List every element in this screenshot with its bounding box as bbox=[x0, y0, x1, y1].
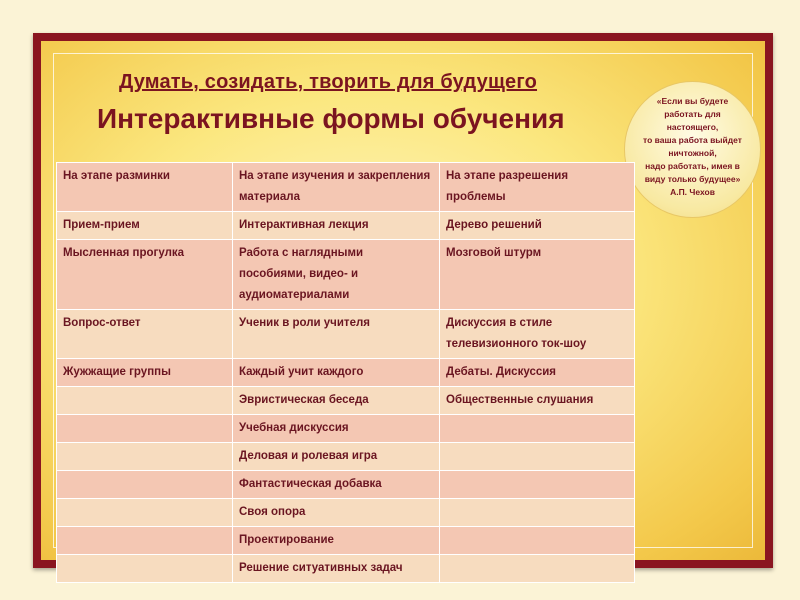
table-row bbox=[57, 310, 635, 359]
table-row bbox=[57, 555, 635, 583]
table-cell: Учебная дискуссия bbox=[233, 415, 440, 443]
table-cell bbox=[57, 527, 233, 555]
table-cell bbox=[57, 471, 233, 499]
quote-line: работать для bbox=[664, 108, 721, 119]
slide-panel bbox=[41, 41, 765, 574]
slide-subtitle: Думать, созидать, творить для будущего bbox=[119, 71, 538, 93]
table-cell: Дебаты. Дискуссия bbox=[440, 359, 635, 387]
table-cell bbox=[57, 387, 233, 415]
table-row bbox=[57, 387, 635, 415]
table-row bbox=[57, 443, 635, 471]
table-cell: Вопрос-ответ bbox=[57, 310, 233, 359]
quote-line: то ваша работа выйдет bbox=[643, 134, 742, 145]
table-cell bbox=[440, 527, 635, 555]
table-cell: Работа с наглядными пособиями, видео- и аудиоматериалами bbox=[233, 240, 440, 310]
quote-line: виду только будущее» bbox=[644, 173, 741, 184]
quote-line: настоящего, bbox=[666, 121, 719, 132]
forms-table bbox=[56, 162, 635, 583]
table-row bbox=[57, 359, 635, 387]
table-cell: Решение ситуативных задач bbox=[233, 555, 440, 583]
table-cell: Мозговой штурм bbox=[440, 240, 635, 310]
quote-circle bbox=[624, 81, 761, 218]
table-cell: Каждый учит каждого bbox=[233, 359, 440, 387]
slide-frame bbox=[33, 33, 773, 574]
table-row bbox=[57, 212, 635, 240]
table-cell: Дискуссия в стиле телевизионного ток-шоу bbox=[440, 310, 635, 359]
header-cell: На этапе разрешения проблемы bbox=[440, 163, 635, 212]
table-cell bbox=[440, 471, 635, 499]
table-cell: Общественные слушания bbox=[440, 387, 635, 415]
table-cell: Эвристическая беседа bbox=[233, 387, 440, 415]
table-cell bbox=[57, 555, 233, 583]
table-row bbox=[57, 415, 635, 443]
quote-author: А.П. Чехов bbox=[670, 186, 715, 197]
table-cell bbox=[57, 415, 233, 443]
table-cell: Фантастическая добавка bbox=[233, 471, 440, 499]
table-cell bbox=[57, 443, 233, 471]
table-cell bbox=[440, 499, 635, 527]
table-cell: Интерактивная лекция bbox=[233, 212, 440, 240]
table-header-row bbox=[57, 163, 635, 212]
table-cell: Деловая и ролевая игра bbox=[233, 443, 440, 471]
table-row bbox=[57, 471, 635, 499]
quote-line: надо работать, имея в bbox=[645, 160, 740, 171]
table-cell: Мысленная прогулка bbox=[57, 240, 233, 310]
table-row bbox=[57, 499, 635, 527]
table-cell: Своя опора bbox=[233, 499, 440, 527]
quote-line: «Если вы будете bbox=[656, 95, 729, 106]
table-row bbox=[57, 240, 635, 310]
header-cell: На этапе разминки bbox=[57, 163, 233, 212]
table-cell: Дерево решений bbox=[440, 212, 635, 240]
table-cell bbox=[57, 499, 233, 527]
table-cell bbox=[440, 555, 635, 583]
table-cell: Проектирование bbox=[233, 527, 440, 555]
table-cell: Прием-прием bbox=[57, 212, 233, 240]
table-cell: Жужжащие группы bbox=[57, 359, 233, 387]
slide-title: Интерактивные формы обучения bbox=[97, 103, 565, 134]
header-cell: На этапе изучения и закрепления материала bbox=[233, 163, 440, 212]
table-cell bbox=[440, 443, 635, 471]
quote-text bbox=[643, 95, 742, 199]
table-cell bbox=[440, 415, 635, 443]
table-row bbox=[57, 527, 635, 555]
table-cell: Ученик в роли учителя bbox=[233, 310, 440, 359]
quote-line: ничтожной, bbox=[668, 147, 717, 158]
